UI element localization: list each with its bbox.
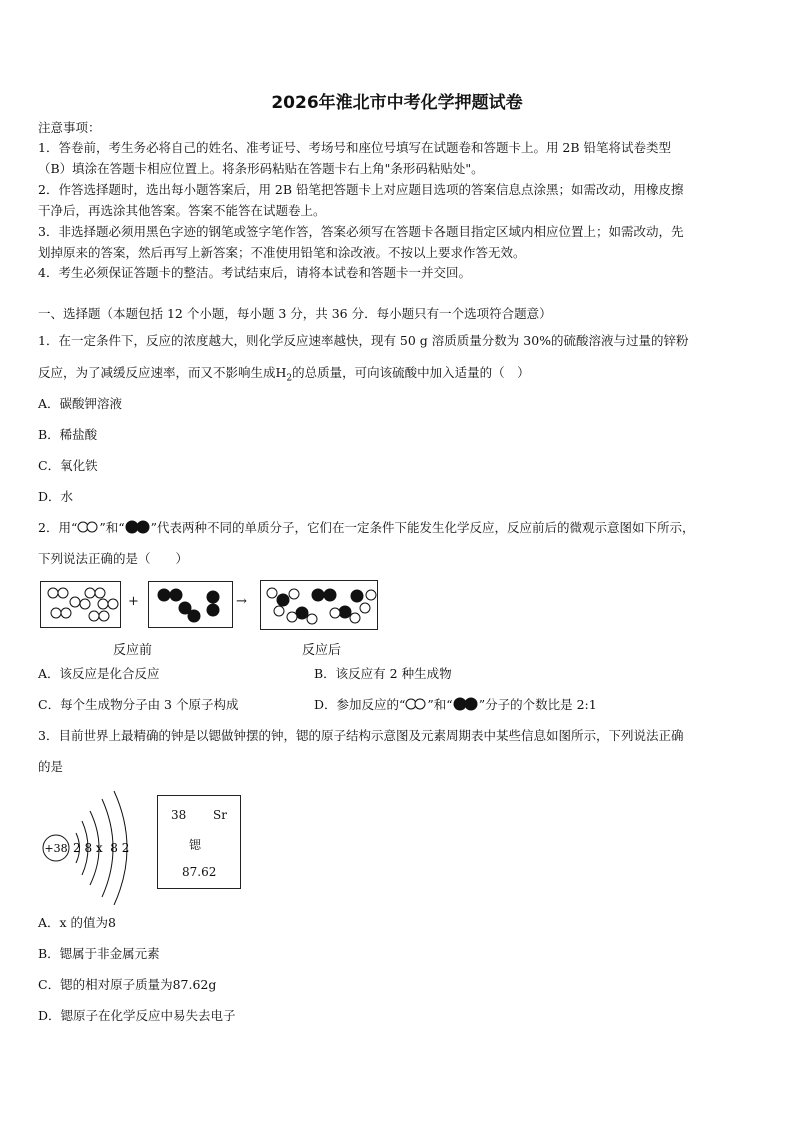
notice-line: 2．作答选择题时，选出每小题答案后，用 2B 铅笔把答题卡上对应题目选项的答案信息点涂黑；如需改动，用橡皮擦: [38, 182, 684, 197]
q1-option-d: D．水: [38, 489, 74, 504]
reaction-arrow: →: [236, 594, 247, 609]
page-title: 2026年淮北市中考化学押题试卷: [271, 93, 523, 113]
notice-line: （B）填涂在答题卡相应位置上。将条形码粘贴在答题卡右上角"条形码粘贴处"。: [38, 161, 484, 176]
black-molecules-diagram: [149, 582, 232, 627]
after-label: 反应后: [302, 643, 342, 658]
before-label: 反应前: [113, 643, 153, 658]
q2-option-a: A．该反应是化合反应: [38, 666, 160, 681]
nucleus-label: +38: [44, 842, 68, 855]
periodic-table-cell: [157, 795, 241, 889]
section-heading: 一、选择题（本题包括 12 个小题，每小题 3 分，共 36 分．每小题只有一个选项符合题意）: [38, 306, 552, 321]
notice-line: 4．考生必须保证答题卡的整洁。考试结束后，请将本试卷和答题卡一并交回。: [38, 265, 471, 280]
before-box-black: [148, 581, 233, 628]
after-box: [260, 580, 378, 630]
q2-option-b: B．该反应有 2 种生成物: [314, 666, 452, 681]
white-molecule-icon: [77, 521, 99, 533]
atomic-structure-diagram: [36, 785, 148, 905]
shell-electrons: 2 8 x 8 2: [73, 841, 130, 855]
plus-sign: +: [128, 594, 139, 609]
notice-heading: 注意事项：: [38, 120, 101, 135]
notice-line: 干净后，再选涂其他答案。答案不能答在试题卷上。: [38, 203, 326, 218]
q3-option-a: A．x 的值为8: [38, 915, 117, 930]
notice-line: 3．非选择题必须用黑色字迹的钢笔或签字笔作答，答案必须写在答题卡各题目指定区域内相应位置上；如需改动，先: [38, 224, 684, 239]
q2-stem: 2．用“ ”和“ ”代表两种不同的单质分子，它们在一定条件下能发生化学反应，反应前后的微观示意图如下所示，: [38, 520, 695, 535]
black-molecule-icon: [125, 520, 151, 534]
notice-line: 1．答卷前，考生务必将自己的姓名、准考证号、考场号和座位号填写在试题卷和答题卡上。用 2B 铅笔将试卷类型: [38, 140, 672, 155]
q1-stem: 1．在一定条件下，反应的浓度越大，则化学反应速率越快，现有 50 g 溶质质量分数为 30%的硫酸溶液与过量的锌粉: [38, 333, 689, 348]
black-molecule-icon: [453, 697, 479, 711]
q3-option-d: D．锶原子在化学反应中易失去电子: [38, 1008, 236, 1023]
q1-option-c: C．氧化铁: [38, 458, 98, 473]
q2-option-c: C．每个生成物分子由 3 个原子构成: [38, 697, 239, 712]
white-molecules-diagram: [41, 582, 120, 627]
product-molecules-diagram: [261, 581, 377, 629]
q1-option-b: B．稀盐酸: [38, 427, 98, 442]
q3-option-b: B．锶属于非金属元素: [38, 946, 160, 961]
q1-option-a: A．碳酸钾溶液: [38, 396, 123, 411]
atomic-number: 38: [171, 808, 187, 822]
q2-option-d: D．参加反应的“ ”和“ ”分子的个数比是 2:1: [314, 697, 597, 712]
element-symbol: Sr: [213, 808, 227, 822]
q3-option-c: C．锶的相对原子质量为87.62g: [38, 977, 217, 992]
q3-stem: 3．目前世界上最精确的钟是以锶做钟摆的钟，锶的原子结构示意图及元素周期表中某些信息如图所示，下列说法正确: [38, 728, 684, 743]
before-box-white: [40, 581, 121, 628]
white-molecule-icon: [405, 698, 427, 710]
q3-stem-2: 的是: [38, 759, 64, 774]
q1-stem-2: 反应，为了减缓反应速率，而又不影响生成$H_2$的总质量，可向该硫酸中加入适量的（ ）: [38, 365, 530, 384]
notice-line: 划掉原来的答案，然后再写上新答案；不准使用铅笔和涂改液。不按以上要求作答无效。: [38, 245, 526, 260]
atomic-mass: 87.62: [182, 865, 217, 879]
element-name: 锶: [189, 838, 202, 852]
q2-stem-2: 下列说法正确的是（ ）: [38, 551, 189, 566]
